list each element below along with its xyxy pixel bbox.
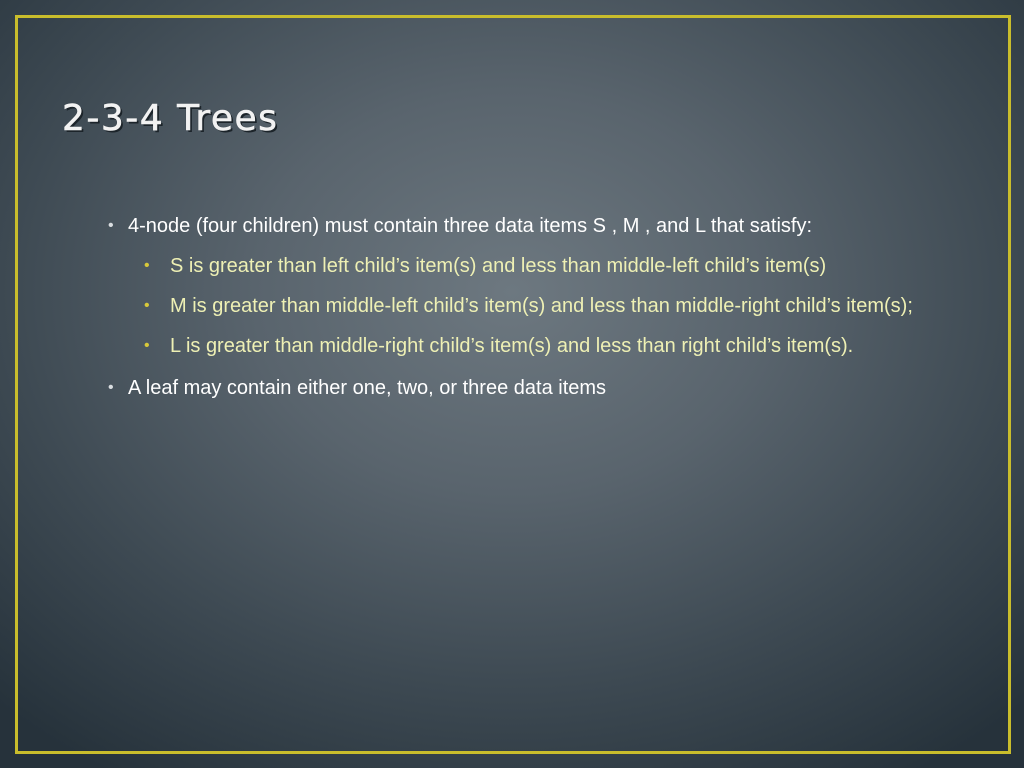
sub-bullet-text: M is greater than middle-left child’s item(s) and less than middle-right child’s item(s); xyxy=(170,295,913,317)
sub-bullet-text: L is greater than middle-right child’s item(s) and less than right child’s item(s). xyxy=(170,335,854,357)
sub-bullet-text: S is greater than left child’s item(s) and less than middle-left child’s item(s) xyxy=(170,255,827,277)
bullet-item xyxy=(104,372,964,404)
bullet-text: 4-node (four children) must contain three data items S , M , and L that satisfy: xyxy=(128,215,813,237)
sub-bullet-item xyxy=(104,330,964,362)
slide-title: 2-3-4 Trees xyxy=(62,98,279,139)
bullet-icon: • xyxy=(108,379,114,396)
sub-bullet-icon: • xyxy=(144,257,150,274)
bullet-text: A leaf may contain either one, two, or three data items xyxy=(128,377,607,399)
bullet-icon: • xyxy=(108,217,114,234)
sub-bullet-icon: • xyxy=(144,297,150,314)
bullet-item xyxy=(104,210,964,242)
sub-bullet-item xyxy=(104,290,964,322)
bullet-list xyxy=(104,210,964,404)
sub-bullet-icon: • xyxy=(144,337,150,354)
sub-bullet-item xyxy=(104,250,964,282)
